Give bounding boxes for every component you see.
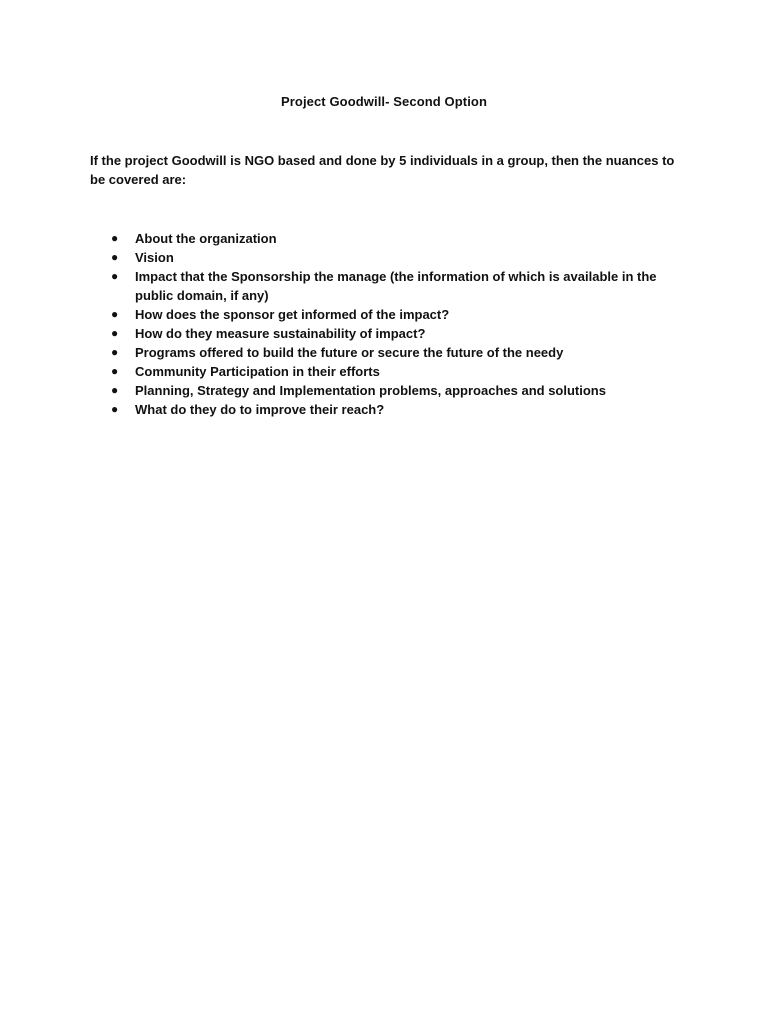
list-item [90, 343, 680, 362]
bullet-icon: ● [111, 307, 119, 321]
list-item [90, 267, 680, 305]
bullet-icon: ● [111, 250, 119, 264]
list-item [90, 305, 680, 324]
list-item-text: Planning, Strategy and Implementation problems, approaches and solutions [135, 383, 606, 398]
nuances-bullet-list [90, 229, 680, 419]
bullet-icon: ● [111, 269, 119, 283]
document-title: Project Goodwill- Second Option [280, 94, 488, 109]
list-item-text: How does the sponsor get informed of the impact? [135, 307, 450, 322]
intro-paragraph: If the project Goodwill is NGO based and done by 5 individuals in a group, then the nuances to be covered are: [90, 153, 675, 187]
list-item-text: Impact that the Sponsorship the manage (the information of which is available in the public domain, if any) [135, 269, 657, 303]
bullet-icon: ● [111, 402, 119, 416]
list-item-text: About the organization [135, 231, 277, 246]
list-item [90, 229, 680, 248]
bullet-icon: ● [111, 364, 119, 378]
list-item [90, 381, 680, 400]
list-item [90, 400, 680, 419]
list-item-text: Vision [135, 250, 174, 265]
bullet-icon: ● [111, 326, 119, 340]
list-item-text: How do they measure sustainability of impact? [135, 326, 426, 341]
list-item [90, 362, 680, 381]
list-item [90, 324, 680, 343]
list-item-text: What do they do to improve their reach? [135, 402, 385, 417]
bullet-icon: ● [111, 383, 119, 397]
list-item [90, 248, 680, 267]
bullet-icon: ● [111, 345, 119, 359]
list-item-text: Programs offered to build the future or secure the future of the needy [135, 345, 564, 360]
bullet-icon: ● [111, 231, 119, 245]
list-item-text: Community Participation in their efforts [135, 364, 380, 379]
